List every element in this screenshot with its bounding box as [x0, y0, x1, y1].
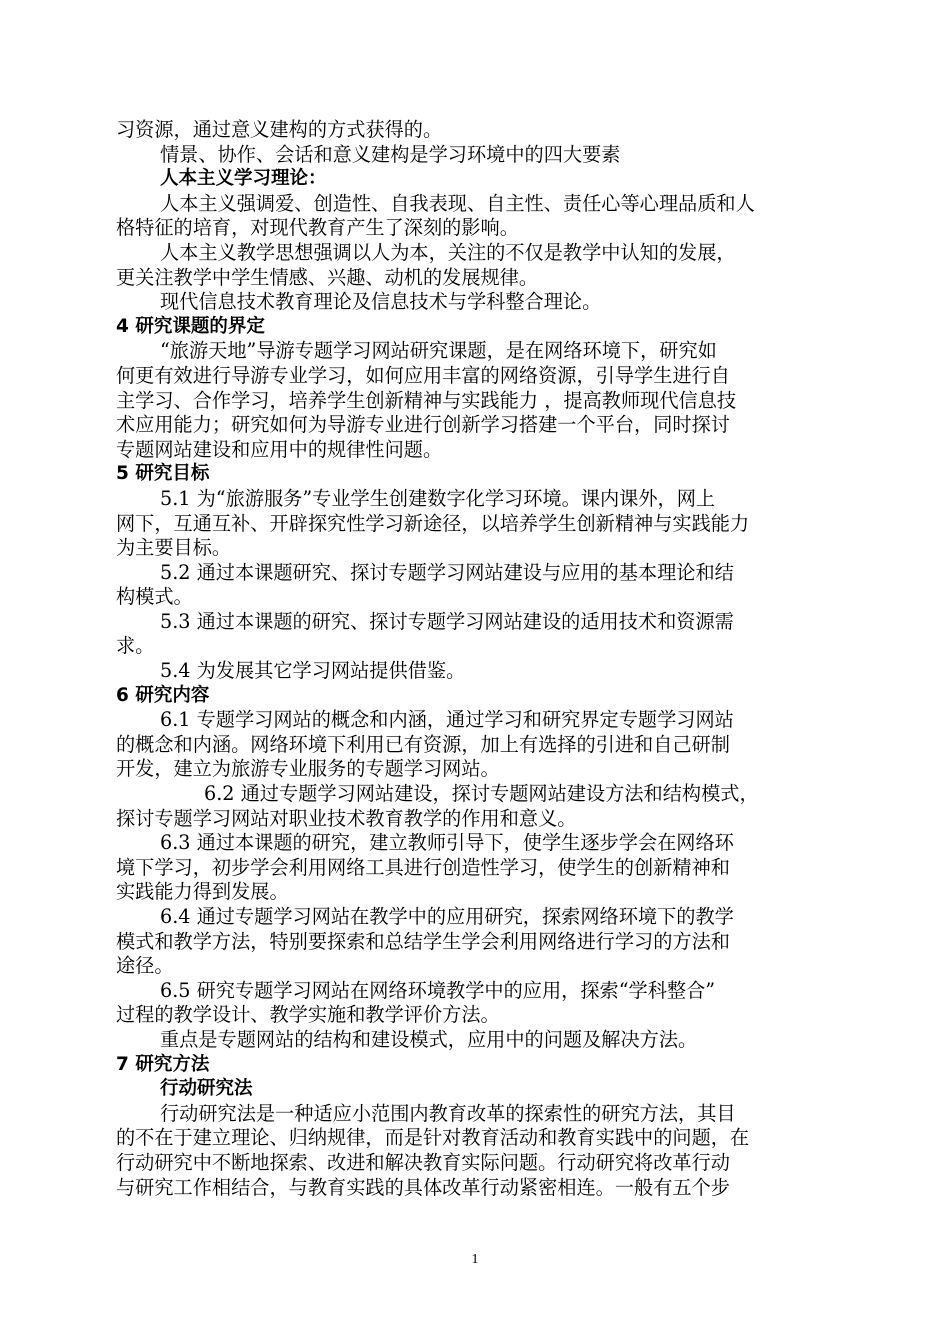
heading-line: 5 研究目标	[116, 463, 210, 485]
text-line: 专题网站建设和应用中的规律性问题。	[116, 437, 443, 461]
text-line: 6.2 通过专题学习网站建设，探讨专题网站建设方法和结构模式，	[204, 782, 759, 806]
text-line: 5.1 为“旅游服务”专业学生创建数字化学习环境。课内课外，网上	[160, 486, 716, 510]
text-line: 开发，建立为旅游专业服务的专题学习网站。	[116, 757, 500, 781]
text-line: 更关注教学中学生情感、兴趣、动机的发展规律。	[116, 265, 539, 289]
text-line: 6.5 研究专题学习网站在网络环境教学中的应用，探索“学科整合”	[160, 978, 716, 1002]
text-line: 境下学习，初步学会利用网络工具进行创造性学习，使学生的创新精神和	[116, 855, 730, 879]
text-line: 5.3 通过本课题的研究、探讨专题学习网站建设的适用技术和资源需	[160, 609, 734, 633]
text-line: 人本主义强调爱、创造性、自我表现、自主性、责任心等心理品质和人	[160, 191, 755, 215]
text-line: 过程的教学设计、教学实施和教学评价方法。	[116, 1003, 500, 1027]
text-line: 习资源，通过意义建构的方式获得的。	[116, 118, 443, 141]
text-line: 探讨专题学习网站对职业技术教育教学的作用和意义。	[116, 806, 577, 830]
text-line: 格特征的培育，对现代教育产生了深刻的影响。	[116, 216, 519, 240]
text-line: 情景、协作、会话和意义建构是学习环境中的四大要素	[160, 142, 621, 166]
text-line: 途径。	[116, 954, 174, 978]
text-line: “旅游天地”导游专题学习网站研究课题，是在网络环境下，研究如	[160, 339, 717, 363]
text-line: 6.3 通过本课题的研究，建立教师引导下，使学生逐步学会在网络环	[160, 831, 734, 855]
text-line: 何更有效进行导游专业学习，如何应用丰富的网络资源，引导学生进行自	[116, 363, 730, 387]
text-line: 实践能力得到发展。	[116, 880, 289, 904]
text-line: 行动研究中不断地探索、改进和解决教育实际问题。行动研究将改革行动	[116, 1150, 730, 1174]
text-line: 的概念和内涵。网络环境下利用已有资源，加上有选择的引进和自己研制	[116, 732, 730, 756]
text-line: 人本主义教学思想强调以人为本，关注的不仅是教学中认知的发展，	[160, 240, 736, 264]
text-line: 5.2 通过本课题研究、探讨专题学习网站建设与应用的基本理论和结	[160, 560, 734, 584]
text-line: 现代信息技术教育理论及信息技术与学科整合理论。	[160, 290, 602, 314]
text-line: 与研究工作相结合，与教育实践的具体改革行动紧密相连。一般有五个步	[116, 1175, 730, 1199]
heading-line: 行动研究法	[160, 1078, 253, 1100]
text-line: 求。	[116, 634, 155, 658]
text-line: 模式和教学方法，特别要探索和总结学生学会利用网络进行学习的方法和	[116, 929, 730, 953]
document-body	[116, 118, 836, 1200]
heading-line: 人本主义学习理论：	[160, 168, 327, 190]
text-line: 主学习、合作学习，培养学生创新精神与实践能力 ，提高教师现代信息技	[116, 388, 737, 412]
text-line: 网下，互通互补、开辟探究性学习新途径，以培养学生创新精神与实践能力	[116, 511, 750, 535]
heading-line: 4 研究课题的界定	[116, 315, 265, 337]
text-line: 6.1 专题学习网站的概念和内涵，通过学习和研究界定专题学习网站	[160, 708, 734, 732]
text-line: 6.4 通过专题学习网站在教学中的应用研究，探索网络环境下的教学	[160, 905, 734, 928]
heading-line: 7 研究方法	[116, 1053, 210, 1075]
text-line: 行动研究法是一种适应小范围内教育改革的探索性的研究方法，其目	[160, 1101, 736, 1125]
text-line: 5.4 为发展其它学习网站提供借鉴。	[160, 659, 466, 683]
text-line: 重点是专题网站的结构和建设模式，应用中的问题及解决方法。	[160, 1027, 698, 1051]
heading-line: 6 研究内容	[116, 684, 210, 706]
text-line: 为主要目标。	[116, 536, 232, 560]
text-line: 构模式。	[116, 585, 193, 609]
page-number: 1	[471, 1252, 479, 1267]
text-line: 的不在于建立理论、归纳规律，而是针对教育活动和教育实践中的问题，在	[116, 1126, 750, 1150]
text-line: 术应用能力；研究如何为导游专业进行创新学习搭建一个平台，同时探讨	[116, 413, 730, 437]
